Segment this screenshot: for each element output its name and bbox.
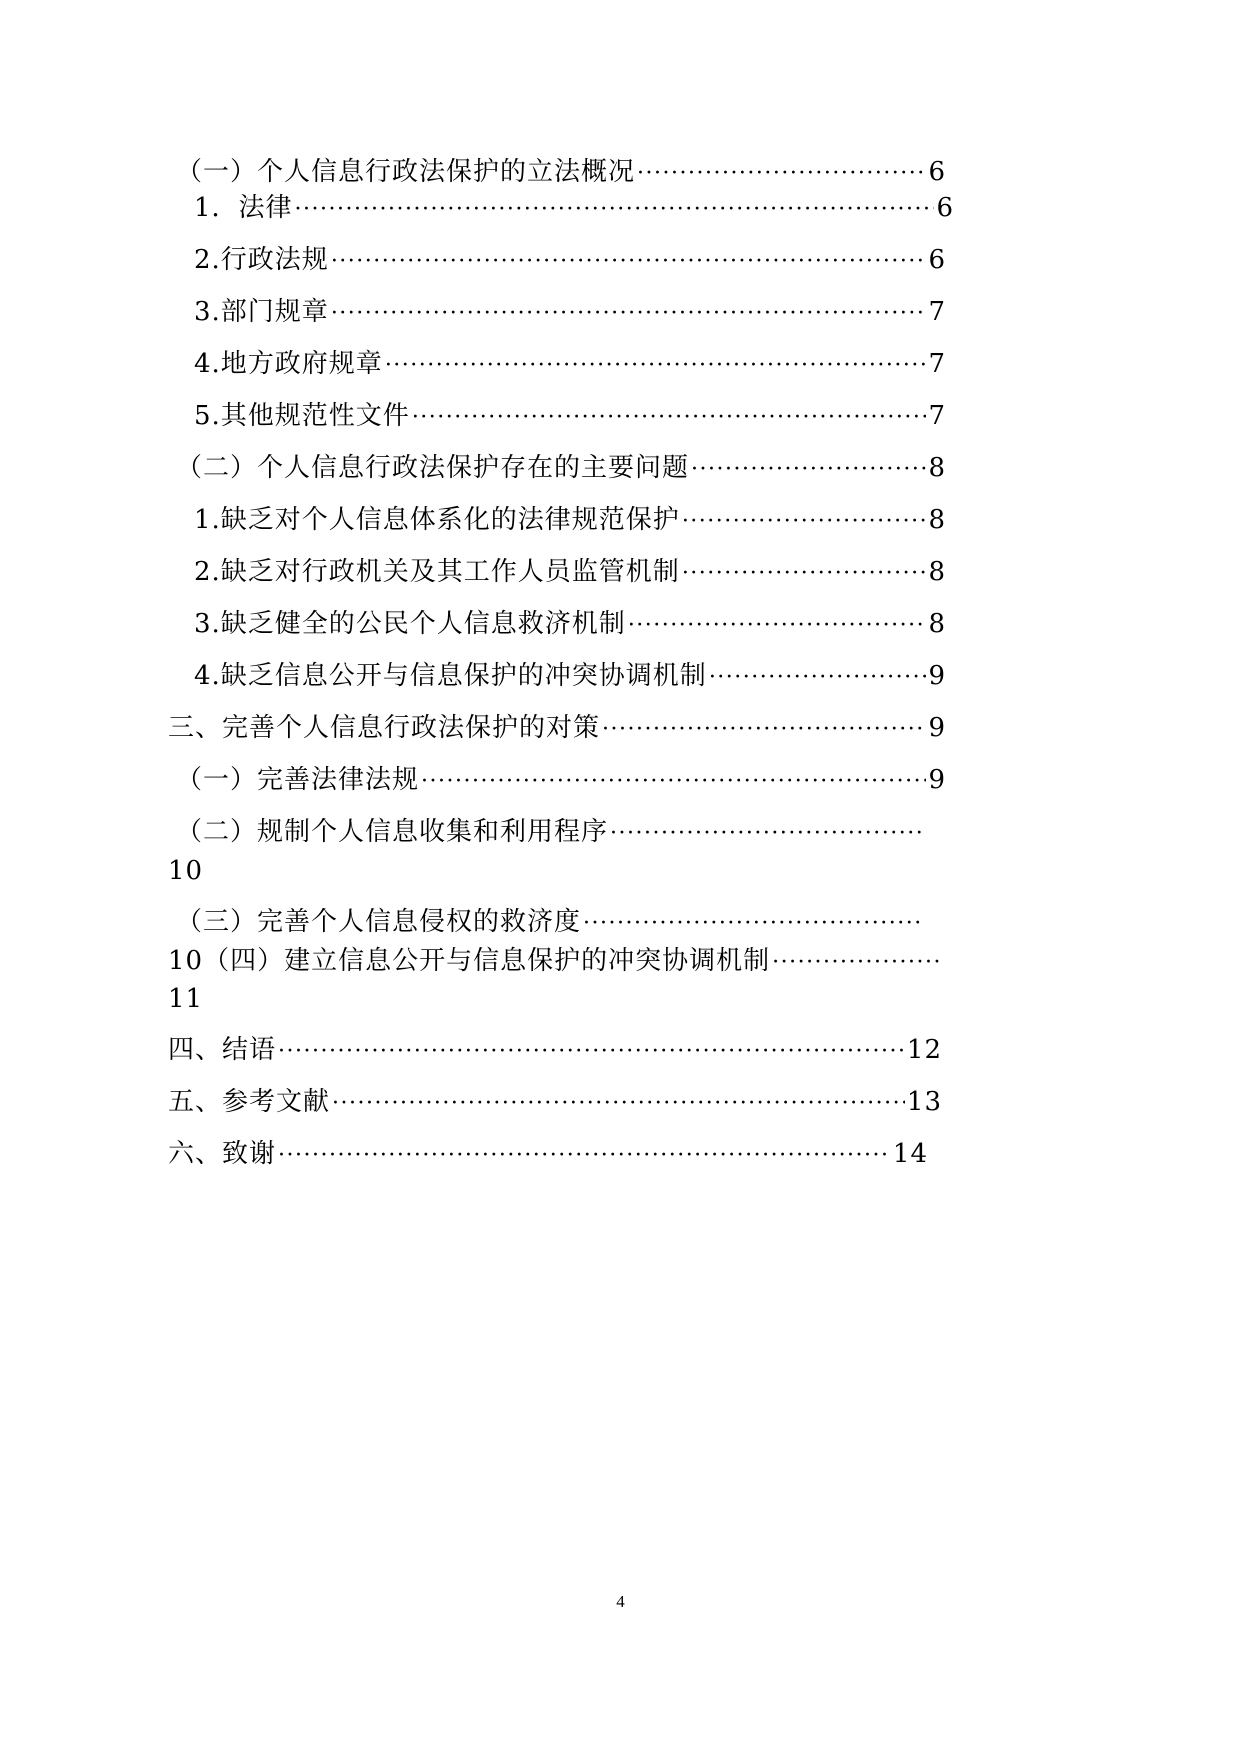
toc-entry-page: 9: [928, 765, 946, 795]
toc-entry-title: （三）完善个人信息侵权的救济度: [176, 907, 582, 937]
toc-entry-page: 10: [168, 856, 204, 886]
toc-entry-page: 7: [928, 349, 946, 379]
toc-leader-dots: [583, 904, 924, 944]
toc-entry-title: 三、完善个人信息行政法保护的对策: [168, 713, 601, 743]
toc-entry-title: 2.缺乏对行政机关及其工作人员监管机制: [194, 557, 680, 587]
toc-entry[interactable]: [194, 396, 946, 436]
toc-leader-dots: [385, 346, 927, 386]
toc-entry-page: 8: [928, 505, 946, 535]
toc-entry-title: （一）个人信息行政法保护的立法概况: [176, 157, 636, 187]
toc-entry-title: 3.缺乏健全的公民个人信息救济机制: [194, 609, 626, 639]
toc-entry-title: 六、致谢: [168, 1139, 277, 1169]
toc-entry-page: 8: [928, 453, 946, 483]
toc-leader-dots: [421, 762, 926, 802]
toc-leader-dots: [295, 190, 935, 230]
toc-entry-page: 12: [906, 1035, 942, 1065]
toc-entry[interactable]: [194, 188, 954, 228]
toc-leader-dots: [278, 1032, 905, 1072]
toc-leader-dots: [628, 606, 927, 646]
toc-entry-title: 4.缺乏信息公开与信息保护的冲突协调机制: [194, 661, 707, 691]
toc-entry-page: 8: [928, 609, 946, 639]
toc-leader-dots: [772, 943, 944, 983]
toc-leader-dots: [682, 502, 927, 542]
toc-entry-title: 4.地方政府规章: [194, 349, 383, 379]
toc-entry[interactable]: [176, 902, 926, 942]
toc-leader-dots: [602, 710, 926, 750]
toc-entry-page: 9: [928, 661, 946, 691]
toc-entry[interactable]: [194, 240, 946, 280]
toc-entry[interactable]: [194, 604, 946, 644]
toc-entry-continuation[interactable]: [168, 851, 368, 891]
toc-entry[interactable]: [168, 708, 946, 748]
toc-leader-dots: [412, 398, 927, 438]
toc-entry-title: 1.缺乏对个人信息体系化的法律规范保护: [194, 505, 680, 535]
toc-entry[interactable]: [168, 1030, 942, 1070]
toc-entry-page: 8: [928, 557, 946, 587]
toc-entry-title: 2.行政法规: [194, 245, 329, 275]
toc-entry-title: 五、参考文献: [168, 1087, 331, 1117]
toc-entry-page: 9: [928, 713, 946, 743]
toc-leader-dots: [682, 554, 927, 594]
toc-entry[interactable]: [194, 292, 946, 332]
toc-entry-continuation[interactable]: [168, 979, 368, 1019]
toc-entry-title: 5.其他规范性文件: [194, 401, 410, 431]
toc-entry-page: 13: [906, 1087, 942, 1117]
toc-leader-dots: [610, 814, 924, 854]
toc-entry[interactable]: [194, 552, 946, 592]
toc-entry-page: 6: [928, 157, 946, 187]
toc-entry-page: 7: [928, 297, 946, 327]
toc-entry[interactable]: [194, 500, 946, 540]
toc-entry[interactable]: [194, 344, 946, 384]
toc-entry[interactable]: [176, 448, 946, 488]
toc-entry[interactable]: [176, 760, 946, 800]
toc-entry-page: 14: [892, 1139, 928, 1169]
toc-entry[interactable]: [168, 1134, 928, 1174]
toc-entry-page: 11: [168, 984, 204, 1014]
page-number: 4: [616, 1592, 625, 1611]
toc-entry[interactable]: [168, 1082, 942, 1122]
toc-entry-page: 6: [936, 193, 954, 223]
toc-leader-dots: [331, 294, 927, 334]
toc-entry[interactable]: [176, 812, 926, 852]
toc-entry-title: 10（四）建立信息公开与信息保护的冲突协调机制: [168, 946, 771, 976]
toc-entry-title: （一）完善法律法规: [176, 765, 420, 795]
toc-entry-title: 3.部门规章: [194, 297, 329, 327]
toc-leader-dots: [332, 1084, 905, 1124]
toc-entry-title: 四、结语: [168, 1035, 277, 1065]
toc-leader-dots: [691, 450, 926, 490]
toc-leader-dots: [709, 658, 927, 698]
toc-entry-title: （二）规制个人信息收集和利用程序: [176, 817, 609, 847]
toc-entry-title: （二）个人信息行政法保护存在的主要问题: [176, 453, 690, 483]
toc-leader-dots: [278, 1136, 891, 1176]
toc-entry[interactable]: [176, 152, 946, 192]
toc-entry-page: 6: [928, 245, 946, 275]
toc-entry-title: 1．法律: [194, 193, 293, 223]
toc-entry-page: 7: [928, 401, 946, 431]
toc-entry[interactable]: [168, 941, 946, 981]
toc-entry[interactable]: [194, 656, 946, 696]
toc-leader-dots: [331, 242, 927, 282]
